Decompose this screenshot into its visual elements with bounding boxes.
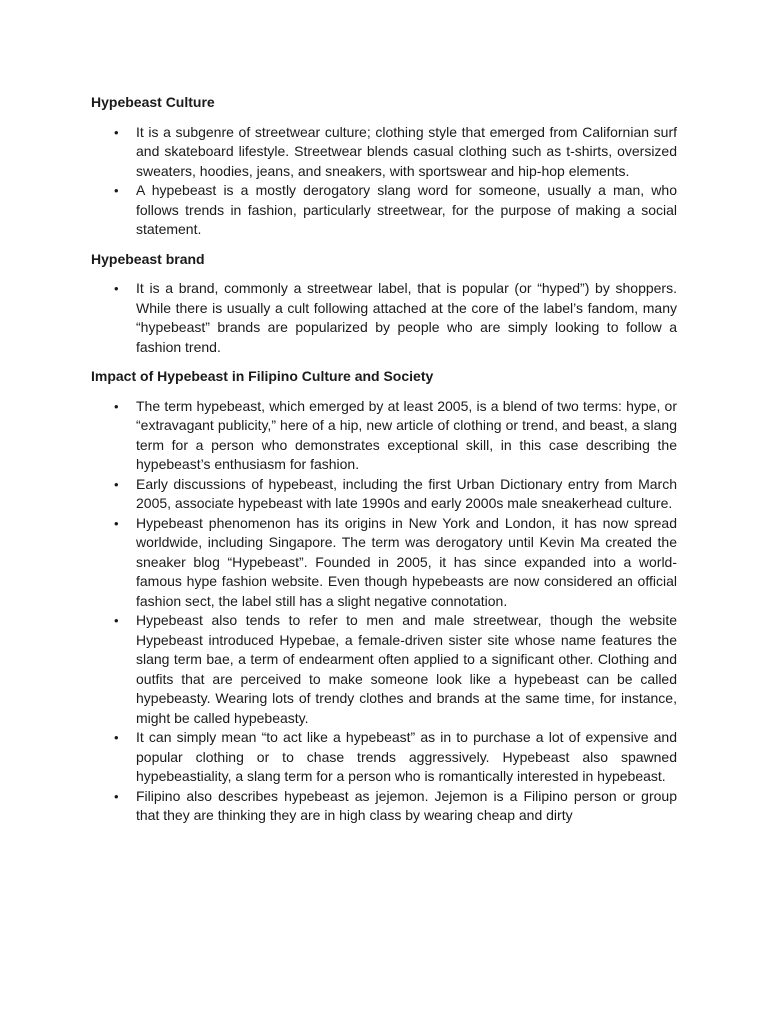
bullet-icon: • — [114, 281, 119, 296]
list-item-text: It is a brand, commonly a streetwear label, that is popular (or “hyped”) by shoppers. While there is usually a cult following attached at the core of the label’s fandom, many “hypebeast” brands are popularized by people who are simply looking to follow a fashion trend. — [136, 280, 677, 355]
list-item — [91, 787, 677, 826]
list-item — [91, 728, 677, 787]
bullet-icon: • — [114, 613, 119, 628]
bullet-icon: • — [114, 515, 119, 531]
list-item-text: Early discussions of hypebeast, including the first Urban Dictionary entry from March 2005, associate hypebeast with late 1990s and early 2000s male sneakerhead culture. — [136, 475, 677, 511]
section-heading: Hypebeast brand — [91, 250, 205, 267]
bullet-icon: • — [114, 476, 119, 492]
section-heading: Hypebeast Culture — [91, 94, 215, 110]
bullet-list — [91, 397, 677, 826]
list-item-text: Hypebeast also tends to refer to men and male streetwear, though the website Hypebeast introduced Hypebae, a female-driven sister site whose name features the slang term bae, a term of endearment often applied to a significant other. Clothing and outfits that are perceived to make someone look like a hypebeast can be called hypebeasty. Wearing lots of trendy clothes and brands at the same time, for instance, might be called hypebeasty. — [136, 612, 677, 726]
bullet-icon: • — [114, 788, 119, 804]
list-item-text: It is a subgenre of streetwear culture; clothing style that emerged from Californian surf and skateboard lifestyle. Streetwear blends casual clothing such as t-shirts, oversized sweaters, hoodies, jeans, and sneakers, with sportswear and hip-hop elements. — [136, 123, 677, 179]
section-hypebeast-brand — [91, 250, 677, 358]
bullet-list — [91, 279, 677, 357]
list-item — [91, 397, 677, 475]
list-item — [91, 475, 677, 514]
section-impact-filipino-culture — [91, 367, 677, 826]
bullet-icon: • — [114, 124, 119, 140]
bullet-list — [91, 123, 677, 240]
list-item-text: A hypebeast is a mostly derogatory slang word for someone, usually a man, who follows trends in fashion, particularly streetwear, for the purpose of making a social statement. — [136, 182, 677, 237]
list-item-text: Hypebeast phenomenon has its origins in New York and London, it has now spread worldwide, including Singapore. The term was derogatory until Kevin Ma created the sneaker blog “Hypebeast”. Founded in 2005, it has since expanded into a world-famous hype fashion website. Even though hypebeasts are now considered an official fashion sect, the label still has a slight negative connotation. — [136, 514, 677, 609]
list-item-text: The term hypebeast, which emerged by at least 2005, is a blend of two terms: hype, or “extravagant publicity,” here of a hip, new article of clothing or trend, and beast, a slang term for a person who demonstrates exceptional skill, in this case describing the hypebeast’s enthusiasm for fashion. — [136, 397, 677, 472]
bullet-icon: • — [114, 183, 119, 198]
section-hypebeast-culture — [91, 93, 677, 240]
list-item — [91, 279, 677, 357]
bullet-icon: • — [114, 730, 119, 745]
list-item-text: It can simply mean “to act like a hypebeast” as in to purchase a lot of expensive and popular clothing or to chase trends aggressively. Hypebeast also spawned hypebeastiality, a slang term for a person who is romantically interested in hypebeast. — [136, 729, 677, 784]
section-heading: Impact of Hypebeast in Filipino Culture and Society — [91, 368, 434, 384]
list-item — [91, 181, 677, 240]
list-item — [91, 514, 677, 612]
list-item — [91, 123, 677, 182]
list-item-text: Filipino also describes hypebeast as jejemon. Jejemon is a Filipino person or group that they are thinking they are in high class by wearing cheap and dirty — [136, 787, 677, 823]
list-item — [91, 611, 677, 728]
bullet-icon: • — [114, 398, 119, 414]
